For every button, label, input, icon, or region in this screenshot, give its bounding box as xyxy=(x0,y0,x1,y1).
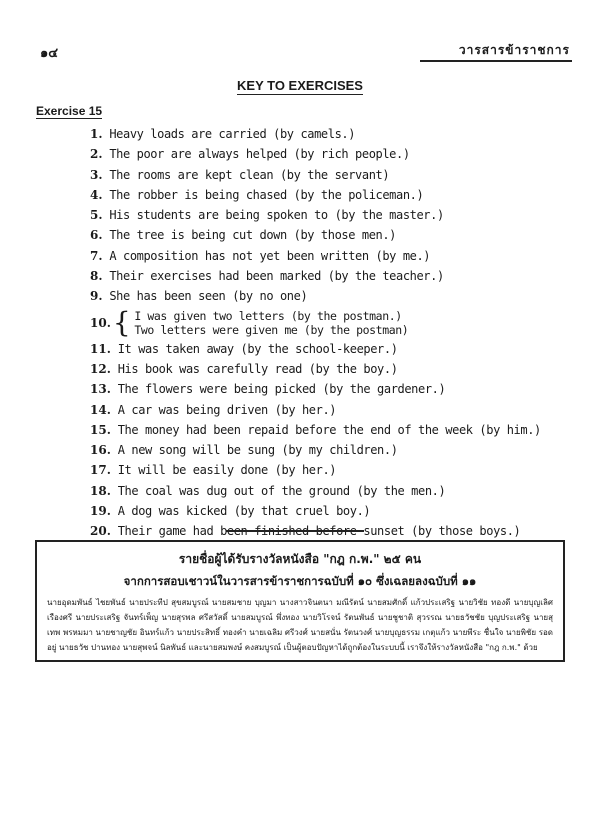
answer-number: 5. xyxy=(90,208,103,223)
answer-number: 8. xyxy=(90,269,103,284)
answer-number: 4. xyxy=(90,187,103,202)
answer-text: The flowers were being picked (by the gardener.) xyxy=(117,382,446,397)
page-number: ๑๔ xyxy=(40,46,59,61)
answer-number: 19. xyxy=(90,504,111,519)
answer-item xyxy=(90,225,580,245)
answer-item xyxy=(90,144,580,164)
answer-number: 3. xyxy=(90,167,103,182)
answer-item xyxy=(90,286,580,306)
answer-text: The rooms are kept clean (by the servant) xyxy=(109,167,390,182)
answer-number: 11. xyxy=(90,341,111,356)
answer-text: The coal was dug out of the ground (by the men.) xyxy=(117,483,446,498)
answer-item xyxy=(90,185,580,205)
section-divider xyxy=(226,530,364,532)
answer-item xyxy=(90,165,580,185)
answer-item xyxy=(90,124,580,144)
answer-item xyxy=(90,420,580,440)
exercise-label xyxy=(36,104,102,118)
prize-notice-box xyxy=(35,540,565,662)
answer-item xyxy=(90,460,580,480)
exercise-label-text: Exercise 15 xyxy=(36,104,103,118)
answer-text: It was taken away (by the school-keeper.) xyxy=(117,341,398,356)
answer-text-line1: I was given two letters (by the postman.) xyxy=(134,308,402,323)
answer-text: A composition has not yet been written (by me.) xyxy=(109,248,431,263)
answer-text: The money had been repaid before the end of the week (by him.) xyxy=(117,422,541,437)
answer-text: A car was being driven (by her.) xyxy=(117,402,337,417)
title-text: KEY TO EXERCISES xyxy=(237,78,363,93)
answer-item xyxy=(90,246,580,266)
answer-text: The robber is being chased (by the policeman.) xyxy=(109,187,424,202)
header-rule xyxy=(420,60,572,62)
answer-number: 9. xyxy=(90,289,103,304)
answer-pair xyxy=(134,309,408,337)
answer-number: 15. xyxy=(90,422,111,437)
answer-number: 18. xyxy=(90,483,111,498)
answer-number: 7. xyxy=(90,248,103,263)
answer-text: It will be easily done (by her.) xyxy=(117,463,337,478)
journal-name: วารสารข้าราชการ xyxy=(458,43,570,57)
answer-item xyxy=(90,440,580,460)
answer-item xyxy=(90,379,580,399)
answer-number: 17. xyxy=(90,463,111,478)
answer-number: 12. xyxy=(90,361,111,376)
answer-text-line2: Two letters were given me (by the postman) xyxy=(134,322,409,337)
page-title xyxy=(0,78,600,93)
answer-item xyxy=(90,400,580,420)
answer-number: 10. xyxy=(90,315,111,330)
answer-item xyxy=(90,501,580,521)
answer-item xyxy=(90,307,580,339)
answer-text: A dog was kicked (by that cruel boy.) xyxy=(117,504,371,519)
answer-text: Their game had been finished before sunset (by those boys.) xyxy=(117,524,521,539)
answer-text: Heavy loads are carried (by camels.) xyxy=(109,127,356,141)
answer-number: 16. xyxy=(90,443,111,458)
brace-icon: { xyxy=(112,305,131,339)
answer-item xyxy=(90,339,580,359)
answer-number: 1. xyxy=(90,127,103,141)
answer-text: A new song will be sung (by my children.) xyxy=(117,443,398,458)
notice-subtitle: จากการสอบเชาวน์ในวารสารข้าราชการฉบับที่ ๑๐ ซึ่งเฉลยลงฉบับที่ ๑๑ xyxy=(123,574,477,588)
answer-item xyxy=(90,481,580,501)
answer-item xyxy=(90,266,580,286)
answer-number: 14. xyxy=(90,402,111,417)
answer-text: The tree is being cut down (by those men.) xyxy=(109,228,396,243)
answer-text: Their exercises had been marked (by the teacher.) xyxy=(109,269,444,284)
answer-number: 20. xyxy=(90,524,111,539)
notice-title: รายชื่อผู้ได้รับรางวัลหนังสือ "กฎ ก.พ." ๒๕ คน xyxy=(178,552,422,566)
answer-number: 13. xyxy=(90,382,111,397)
answer-text: His students are being spoken to (by the master.) xyxy=(109,208,444,223)
notice-body: นายอุดมพันธ์ ไชยพันธ์ นายประทีป สุขสมบูรณ์ นายสมชาย บุญมา นางสาวจินตนา มณีรัตน์ นายสมศักดิ์ แก้วประเสริฐ นายวิชัย ทองดี นายบุญเลิศ เรืองศรี นายประเสริฐ จันทร์เพ็ญ นายสุรพล ศรีสวัสดิ์ นายสมบูรณ์ พึ่งทอง นายวิโรจน์ รัตนพันธ์ นายชูชาติ สุวรรณ นายธวัชชัย บุญประเสริฐ นายสุเทพ พรหมมา นายชาญชัย อินทร์แก้ว นายประสิทธิ์ ทองคำ นายเฉลิม ศรีวงศ์ นายสนั่น รัตนวงศ์ นายบุญธรรม เกตุแก้ว นายพีระ ชื่นใจ นายพิชัย รอดอยู่ นายธวัช ปานทอง นายสุพจน์ นิลพันธ์ และนายสมพงษ์ คงสมบูรณ์ เป็นผู้ตอบปัญหาได้ถูกต้องในระบบนี้ เราจึงให้รางวัลหนังสือ "กฎ ก.พ." ด้วย xyxy=(47,598,553,652)
answer-number: 2. xyxy=(90,147,103,162)
answer-text: The poor are always helped (by rich people.) xyxy=(109,147,410,162)
answer-text: She has been seen (by no one) xyxy=(109,289,308,304)
answer-number: 6. xyxy=(90,228,103,243)
answer-item xyxy=(90,359,580,379)
answer-list xyxy=(90,124,580,542)
answer-text: His book was carefully read (by the boy.) xyxy=(117,361,398,376)
answer-item xyxy=(90,205,580,225)
